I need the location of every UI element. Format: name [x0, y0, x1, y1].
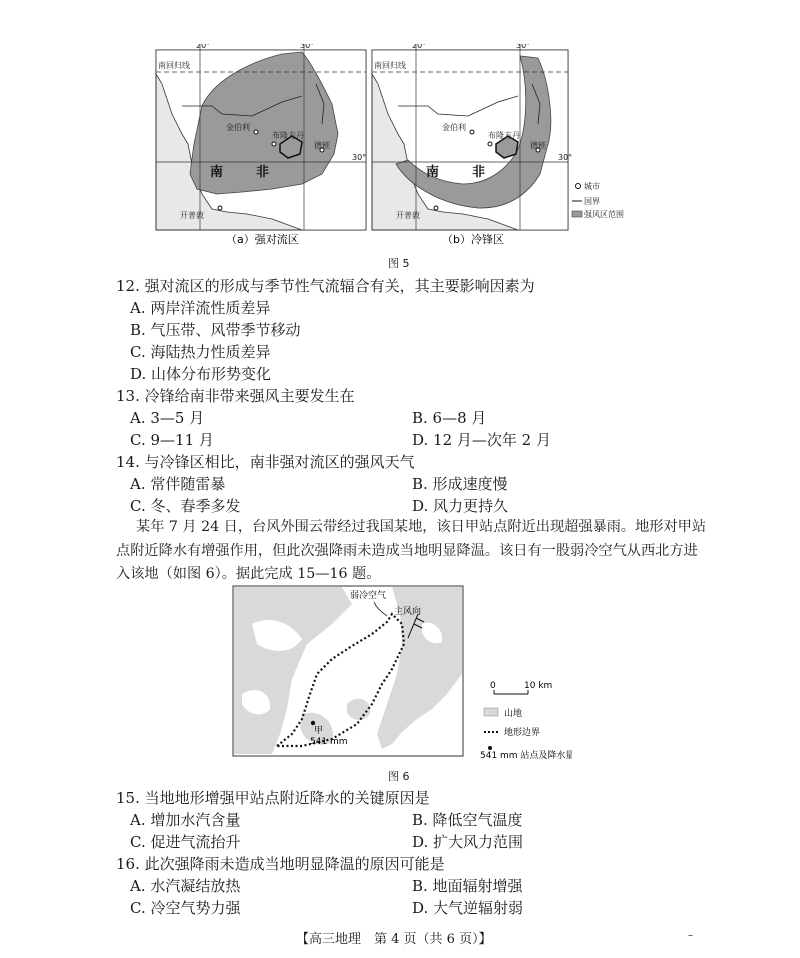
map-a-caption: （a）强对流区	[226, 233, 299, 246]
map-a	[156, 44, 366, 246]
question-16-option-b: B. 地面辐射增强	[412, 877, 523, 895]
question-16-option-a: A. 水汽凝结放热	[130, 877, 241, 895]
question-12-option-a: A. 两岸洋流性质差异	[130, 299, 271, 317]
question-14-option-c: C. 冬、春季多发	[130, 497, 241, 515]
map-a-kimberley: 金伯利	[226, 123, 250, 132]
map-a-lat30: 30°	[352, 153, 367, 162]
question-13-option-b: B. 6—8 月	[412, 409, 487, 427]
passage-line-3: 入该地（如图 6）。据此完成 15—16 题。	[116, 566, 381, 582]
question-13-option-c: C. 9—11 月	[130, 431, 214, 449]
question-16-option-d: D. 大气逆辐射弱	[412, 899, 524, 917]
question-14-option-d: D. 风力更持久	[412, 497, 509, 515]
question-13-stem: 13. 冷锋给南非带来强风主要发生在	[116, 387, 355, 405]
legend-station: 541 mm 站点及降水量	[480, 751, 572, 760]
question-12-option-d: D. 山体分布形势变化	[130, 365, 272, 383]
map-b-lat30: 30°	[558, 153, 573, 162]
map-a-capetown: 开普敦	[180, 211, 204, 220]
figure-6-title: 图 6	[388, 770, 410, 783]
map-b-country-1: 南	[426, 165, 440, 180]
figure-5-maps	[152, 44, 648, 254]
map-b-capetown: 开普敦	[396, 211, 420, 220]
figure-5	[152, 44, 648, 254]
scale-zero: 0	[490, 681, 496, 691]
map-b-tropic: 南回归线	[374, 61, 406, 70]
legend-border: 国界	[584, 197, 600, 206]
map-a-durban: 德班	[314, 141, 330, 150]
question-13-option-d: D. 12 月—次年 2 月	[412, 431, 551, 449]
question-16-stem: 16. 此次强降雨未造成当地明显降温的原因可能是	[116, 855, 445, 873]
map-b-bloemfontein: 布隆方丹	[488, 131, 520, 140]
question-13-option-a: A. 3—5 月	[130, 409, 205, 427]
question-15-option-b: B. 降低空气温度	[412, 811, 523, 829]
page-footer: 【高三地理 第 4 页（共 6 页）】	[296, 932, 492, 947]
map-b-country-2: 非	[472, 165, 486, 180]
figure-6-map	[232, 584, 572, 760]
figure-5-title: 图 5	[388, 257, 410, 270]
question-12-option-b: B. 气压带、风带季节移动	[130, 321, 301, 339]
map-b-lon20: 20°	[412, 44, 427, 50]
figure-6	[232, 584, 572, 760]
map-a-tropic: 南回归线	[158, 61, 190, 70]
map-a-lon20: 20°	[196, 44, 211, 50]
question-14-stem: 14. 与冷锋区相比，南非强对流区的强风天气	[116, 453, 415, 471]
passage-line-1: 某年 7 月 24 日，台风外围云带经过我国某地，该日甲站点附近出现超强暴雨。地形对甲站	[136, 519, 707, 535]
map-a-country-1: 南	[210, 165, 224, 180]
map-b-kimberley: 金伯利	[442, 123, 466, 132]
figure-5-legend	[572, 181, 624, 219]
figure-6-cold-air: 弱冷空气	[350, 591, 387, 601]
legend-strong-wind: 强风区范围	[584, 210, 624, 219]
question-12-stem: 12. 强对流区的形成与季节性气流辐合有关，其主要影响因素为	[116, 277, 535, 295]
scale-ten-km: 10 km	[524, 681, 553, 691]
map-b-caption: （b）冷锋区	[442, 233, 504, 246]
footer-mark: –	[688, 930, 693, 941]
legend-boundary: 地形边界	[504, 728, 541, 738]
question-15-option-a: A. 增加水汽含量	[130, 811, 241, 829]
map-a-bloemfontein: 布隆方丹	[272, 131, 304, 140]
question-12-option-c: C. 海陆热力性质差异	[130, 343, 271, 361]
figure-6-main-wind: 主风向	[394, 607, 422, 617]
figure-6-station: 甲	[314, 726, 324, 736]
passage-line-2: 点附近降水有增强作用，但此次强降雨未造成当地明显降温。该日有一股弱冷空气从西北方进	[116, 543, 698, 559]
map-a-country-2: 非	[256, 165, 270, 180]
legend-mountain: 山地	[504, 709, 523, 719]
question-16-option-c: C. 冷空气势力强	[130, 899, 241, 917]
question-15-option-d: D. 扩大风力范围	[412, 833, 524, 851]
figure-6-precip: 541 mm	[310, 737, 348, 747]
question-14-option-a: A. 常伴随雷暴	[130, 475, 226, 493]
map-b	[372, 44, 624, 246]
map-a-lon30: 30°	[300, 44, 315, 50]
map-b-durban: 德班	[530, 141, 546, 150]
question-15-stem: 15. 当地地形增强甲站点附近降水的关键原因是	[116, 789, 430, 807]
question-14-option-b: B. 形成速度慢	[412, 475, 508, 493]
figure-6-legend	[480, 681, 572, 760]
map-b-lon30: 30°	[516, 44, 531, 50]
legend-city: 城市	[584, 182, 600, 191]
question-15-option-c: C. 促进气流抬升	[130, 833, 241, 851]
